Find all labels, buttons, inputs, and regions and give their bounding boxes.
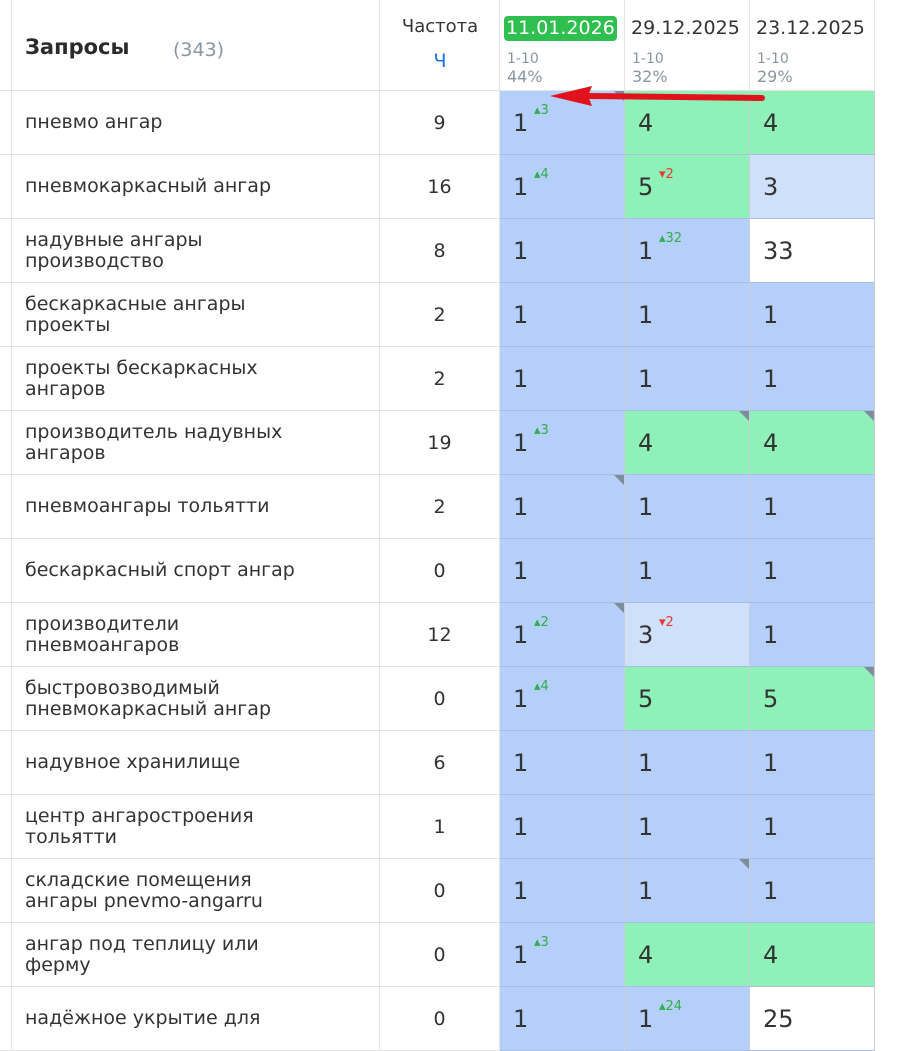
position-cell[interactable] <box>500 731 625 795</box>
position-value: 1 <box>513 749 529 777</box>
position-cell[interactable] <box>625 667 750 731</box>
header-queries[interactable] <box>12 0 380 91</box>
date-top-percent: 32% <box>632 67 668 86</box>
position-value: 4 <box>638 941 654 969</box>
row-gap <box>0 411 12 475</box>
position-delta-up: ▴4 <box>534 167 549 182</box>
position-cell[interactable] <box>500 411 625 475</box>
position-cell[interactable] <box>625 987 750 1051</box>
queries-title: Запросы <box>25 35 130 59</box>
position-cell[interactable] <box>750 603 875 667</box>
position-cell[interactable] <box>750 411 875 475</box>
position-cell[interactable] <box>750 475 875 539</box>
header-frequency[interactable] <box>380 0 500 91</box>
query-cell[interactable] <box>12 283 380 347</box>
date-range: 1-10 <box>632 51 664 67</box>
position-delta-up: ▴2 <box>534 615 549 630</box>
position-value: 1 <box>763 749 779 777</box>
row-gap <box>0 859 12 923</box>
query-text: центр ангаростроения тольятти <box>25 804 254 848</box>
frequency-cell: 0 <box>380 987 500 1051</box>
query-text: проекты бескаркасных ангаров <box>25 356 258 400</box>
position-cell[interactable] <box>750 923 875 987</box>
position-value: 1 <box>638 493 654 521</box>
row-gap <box>0 539 12 603</box>
query-text: бескаркасные ангары проекты <box>25 292 246 336</box>
position-cell[interactable] <box>625 411 750 475</box>
position-value: 1 <box>638 365 654 393</box>
position-value: 3 <box>763 173 779 201</box>
position-value: 5 <box>638 173 654 201</box>
frequency-cell: 0 <box>380 923 500 987</box>
table-row <box>0 283 907 347</box>
position-value: 5 <box>638 685 654 713</box>
position-cell[interactable] <box>625 795 750 859</box>
position-value: 4 <box>638 429 654 457</box>
position-value: 1 <box>763 301 779 329</box>
query-text: пневмоангары тольятти <box>25 495 270 517</box>
query-text: производители пневмоангаров <box>25 612 180 656</box>
position-cell[interactable] <box>750 283 875 347</box>
position-value: 25 <box>763 1005 794 1033</box>
date-label[interactable]: 23.12.2025 <box>756 17 865 39</box>
date-top-percent: 44% <box>507 67 543 86</box>
position-cell[interactable] <box>625 155 750 219</box>
frequency-cell: 2 <box>380 347 500 411</box>
position-value: 1 <box>513 877 529 905</box>
position-value: 1 <box>763 365 779 393</box>
query-cell[interactable] <box>12 539 380 603</box>
table-row <box>0 923 907 987</box>
query-cell[interactable] <box>12 411 380 475</box>
row-gap <box>0 347 12 411</box>
frequency-label: Частота <box>401 16 479 37</box>
position-delta-up: ▴32 <box>659 231 683 246</box>
position-value: 1 <box>513 365 529 393</box>
frequency-cell: 12 <box>380 603 500 667</box>
frequency-type-link[interactable]: Ч <box>433 50 447 72</box>
table-row <box>0 987 907 1051</box>
position-cell[interactable] <box>625 475 750 539</box>
position-cell[interactable] <box>500 667 625 731</box>
position-cell[interactable] <box>625 923 750 987</box>
position-value: 1 <box>638 1005 654 1033</box>
table-row <box>0 91 907 155</box>
query-text: пневмо ангар <box>25 111 163 133</box>
position-value: 1 <box>638 877 654 905</box>
row-gap <box>0 603 12 667</box>
position-cell[interactable] <box>750 539 875 603</box>
position-cell[interactable] <box>625 347 750 411</box>
position-cell[interactable] <box>500 283 625 347</box>
row-gap <box>0 91 12 155</box>
row-gap <box>0 731 12 795</box>
position-value: 1 <box>513 557 529 585</box>
frequency-cell: 19 <box>380 411 500 475</box>
position-value: 1 <box>513 109 529 137</box>
frequency-cell: 0 <box>380 539 500 603</box>
frequency-cell: 6 <box>380 731 500 795</box>
query-text: складские помещения ангары pnevmo-angarru <box>25 868 263 912</box>
position-value: 4 <box>763 109 779 137</box>
row-gap <box>0 795 12 859</box>
position-delta-up: ▴24 <box>659 999 683 1014</box>
position-cell[interactable] <box>500 859 625 923</box>
position-value: 1 <box>513 429 529 457</box>
query-cell[interactable] <box>12 155 380 219</box>
position-value: 1 <box>513 173 529 201</box>
table-row <box>0 155 907 219</box>
note-corner-marker[interactable] <box>739 411 749 421</box>
position-value: 1 <box>638 749 654 777</box>
query-cell[interactable] <box>12 603 380 667</box>
position-cell[interactable] <box>625 731 750 795</box>
position-cell[interactable] <box>500 603 625 667</box>
frequency-cell: 1 <box>380 795 500 859</box>
queries-count: (343) <box>173 39 225 61</box>
table-row <box>0 731 907 795</box>
frequency-cell: 9 <box>380 91 500 155</box>
frequency-cell: 0 <box>380 859 500 923</box>
position-value: 4 <box>638 109 654 137</box>
position-value: 1 <box>638 301 654 329</box>
query-text: пневмокаркасный ангар <box>25 175 271 197</box>
position-value: 1 <box>513 941 529 969</box>
query-text: быстровозводимый пневмокаркасный ангар <box>25 676 271 720</box>
position-cell[interactable] <box>750 795 875 859</box>
note-corner-marker[interactable] <box>864 411 874 421</box>
note-corner-marker[interactable] <box>864 667 874 677</box>
frequency-cell: 0 <box>380 667 500 731</box>
position-cell[interactable] <box>500 923 625 987</box>
position-cell[interactable] <box>500 539 625 603</box>
position-delta-down: ▾2 <box>659 167 674 182</box>
table-row <box>0 347 907 411</box>
query-cell[interactable] <box>12 923 380 987</box>
position-delta-up: ▴4 <box>534 679 549 694</box>
query-text: надувное хранилище <box>25 751 241 773</box>
position-cell[interactable] <box>625 219 750 283</box>
position-value: 5 <box>763 685 779 713</box>
date-label[interactable]: 29.12.2025 <box>631 17 740 39</box>
position-cell[interactable] <box>625 283 750 347</box>
position-value: 1 <box>763 621 779 649</box>
table-row <box>0 475 907 539</box>
table-row <box>0 219 907 283</box>
row-gap <box>0 923 12 987</box>
row-gap <box>0 155 12 219</box>
position-cell[interactable] <box>625 539 750 603</box>
position-value: 1 <box>638 237 654 265</box>
position-cell[interactable] <box>500 987 625 1051</box>
date-top-percent: 29% <box>757 67 793 86</box>
position-cell[interactable] <box>750 347 875 411</box>
position-cell[interactable] <box>750 91 875 155</box>
frequency-cell: 8 <box>380 219 500 283</box>
row-gap <box>0 987 12 1051</box>
header-date-2[interactable] <box>750 0 875 91</box>
query-text: ангар под теплицу или ферму <box>25 932 259 976</box>
position-value: 1 <box>513 301 529 329</box>
header-gap <box>0 0 12 91</box>
position-cell[interactable] <box>500 475 625 539</box>
position-delta-up: ▴3 <box>534 935 549 950</box>
position-value: 1 <box>763 557 779 585</box>
position-cell[interactable] <box>625 859 750 923</box>
position-value: 1 <box>513 493 529 521</box>
row-gap <box>0 667 12 731</box>
query-cell[interactable] <box>12 347 380 411</box>
query-cell[interactable] <box>12 91 380 155</box>
frequency-cell: 2 <box>380 475 500 539</box>
table-row <box>0 539 907 603</box>
query-cell[interactable] <box>12 475 380 539</box>
position-value: 1 <box>763 493 779 521</box>
position-delta-down: ▾2 <box>659 615 674 630</box>
position-value: 4 <box>763 941 779 969</box>
query-text: бескаркасный спорт ангар <box>25 559 295 581</box>
frequency-cell: 2 <box>380 283 500 347</box>
position-cell[interactable] <box>750 219 875 283</box>
table-row <box>0 859 907 923</box>
position-value: 1 <box>513 685 529 713</box>
note-corner-marker[interactable] <box>614 603 624 613</box>
position-delta-up: ▴3 <box>534 103 549 118</box>
position-cell[interactable] <box>625 603 750 667</box>
query-text: производитель надувных ангаров <box>25 420 283 464</box>
note-corner-marker[interactable] <box>614 475 624 485</box>
red-arrow-annotation <box>548 84 768 108</box>
position-delta-up: ▴3 <box>534 423 549 438</box>
row-gap <box>0 475 12 539</box>
position-value: 4 <box>763 429 779 457</box>
date-range: 1-10 <box>757 51 789 67</box>
position-value: 1 <box>513 621 529 649</box>
position-cell[interactable] <box>500 347 625 411</box>
position-cell[interactable] <box>500 795 625 859</box>
date-label[interactable]: 11.01.2026 <box>506 17 615 39</box>
position-cell[interactable] <box>750 987 875 1051</box>
position-cell[interactable] <box>500 219 625 283</box>
query-cell[interactable] <box>12 859 380 923</box>
header-date-1[interactable] <box>625 0 750 91</box>
position-cell[interactable] <box>750 731 875 795</box>
note-corner-marker[interactable] <box>739 859 749 869</box>
position-value: 1 <box>513 237 529 265</box>
query-cell[interactable] <box>12 731 380 795</box>
position-value: 1 <box>638 813 654 841</box>
date-range: 1-10 <box>507 51 539 67</box>
query-cell[interactable] <box>12 219 380 283</box>
query-cell[interactable] <box>12 795 380 859</box>
position-value: 1 <box>763 813 779 841</box>
position-value: 3 <box>638 621 654 649</box>
position-value: 1 <box>763 877 779 905</box>
table-row <box>0 667 907 731</box>
header-date-0[interactable] <box>500 0 625 91</box>
frequency-cell: 16 <box>380 155 500 219</box>
position-cell[interactable] <box>750 859 875 923</box>
table-row <box>0 603 907 667</box>
query-text: надёжное укрытие для <box>25 1007 261 1029</box>
query-text: надувные ангары производство <box>25 228 203 272</box>
table-row <box>0 411 907 475</box>
row-gap <box>0 283 12 347</box>
position-value: 1 <box>513 1005 529 1033</box>
row-gap <box>0 219 12 283</box>
position-cell[interactable] <box>750 155 875 219</box>
query-cell[interactable] <box>12 987 380 1051</box>
position-cell[interactable] <box>750 667 875 731</box>
query-cell[interactable] <box>12 667 380 731</box>
position-value: 1 <box>638 557 654 585</box>
position-value: 33 <box>763 237 794 265</box>
position-cell[interactable] <box>500 155 625 219</box>
table-row <box>0 795 907 859</box>
position-value: 1 <box>513 813 529 841</box>
